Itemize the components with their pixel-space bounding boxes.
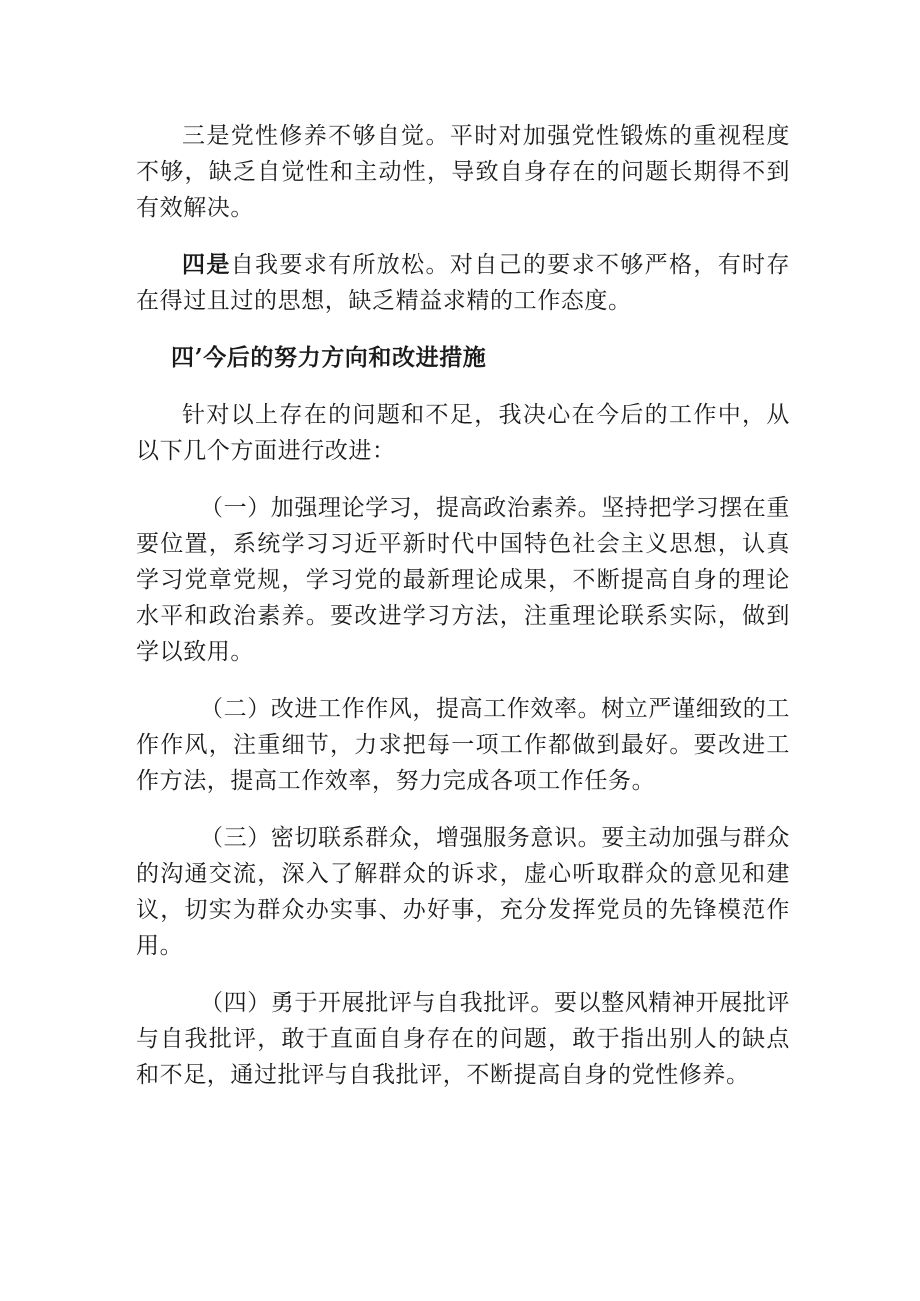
paragraph-body-text: 自我要求有所放松。对自己的要求不够严格，有时存在得过且过的思想，缺乏精益求精的工作态度。: [136, 252, 790, 314]
measure-connect-masses: （三）密切联系群众，增强服务意识。要主动加强与群众的沟通交流，深入了解群众的诉求，虚心听取群众的意见和建议，切实为群众办实事、办好事，充分发挥党员的先锋模范作用。: [136, 825, 790, 959]
paragraph-self-requirement: [136, 247, 790, 319]
measure-criticism: （四）勇于开展批评与自我批评。要以整风精神开展批评与自我批评，敢于直面自身存在的问题，敢于指出别人的缺点和不足，通过批评与自我批评，不断提高自身的党性修养。: [136, 990, 790, 1088]
section-heading-improvement: 四’今后的努力方向和改进措施: [171, 344, 487, 371]
paragraph-party-spirit: 三是党性修养不够自觉。平时对加强党性锻炼的重视程度不够，缺乏自觉性和主动性，导致自身存在的问题长期得不到有效解决。: [136, 123, 790, 221]
document-page: [136, 118, 790, 1093]
measure-theory-study: （一）加强理论学习，提高政治素养。坚持把学习摆在重要位置，系统学习习近平新时代中国特色社会主义思想，认真学习党章党规，学习党的最新理论成果，不断提高自身的理论水平和政治素养。要改进学习方法，注重理论联系实际，做到学以致用。: [136, 495, 790, 665]
paragraph-intro-improvement: 针对以上存在的问题和不足，我决心在今后的工作中，从以下几个方面进行改进：: [136, 402, 790, 464]
measure-work-style: （二）改进工作作风，提高工作效率。树立严谨细致的工作作风，注重细节，力求把每一项工作都做到最好。要改进工作方法，提高工作效率，努力完成各项工作任务。: [136, 696, 790, 794]
paragraph-lead-text: 四是: [182, 251, 231, 278]
